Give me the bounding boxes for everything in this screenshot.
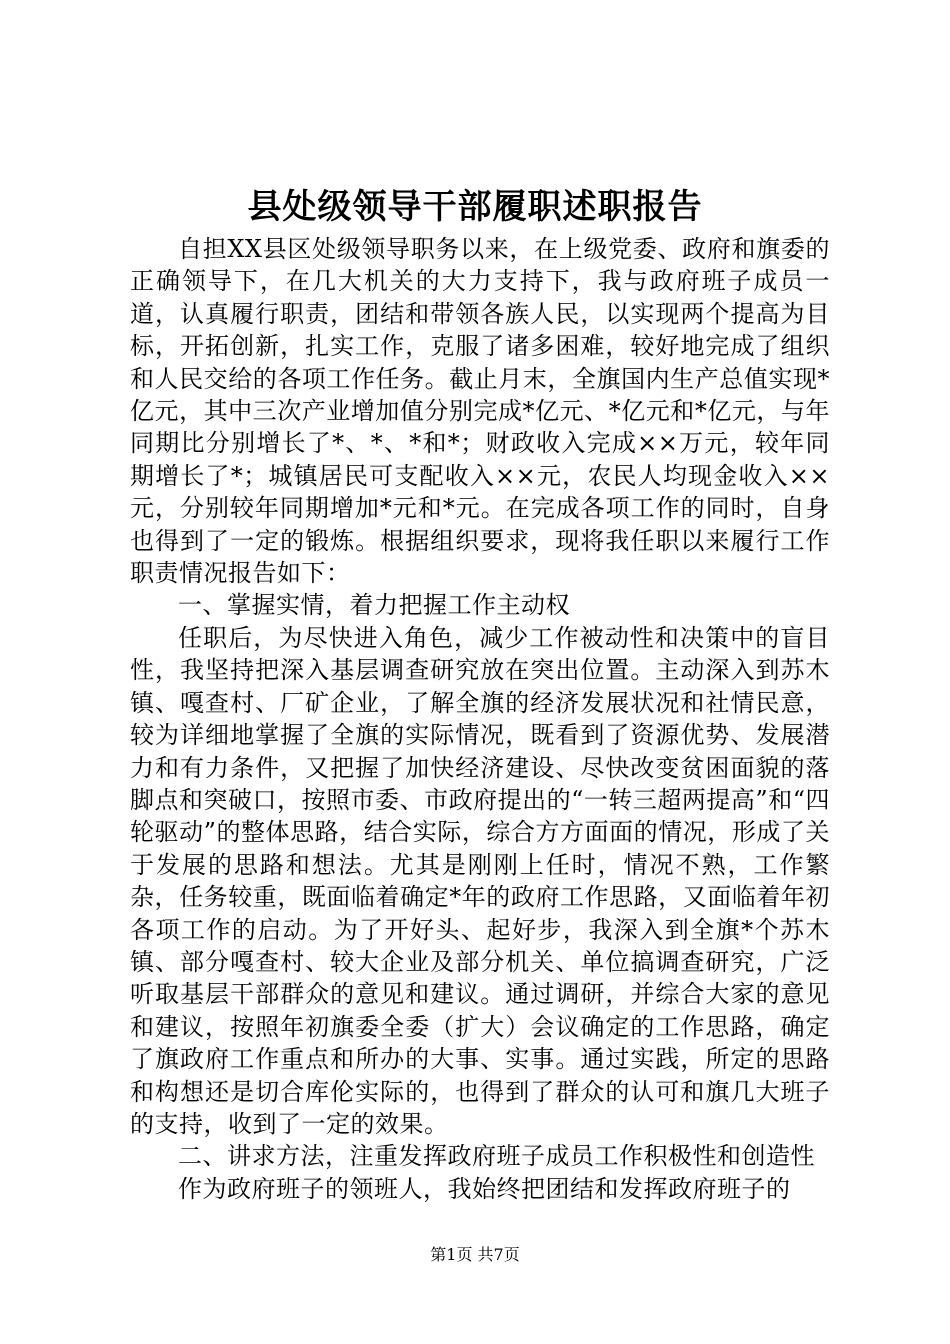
page-footer: 第1页 共7页 <box>430 1245 520 1264</box>
section-1-paragraph: 任职后，为尽快进入角色，减少工作被动性和决策中的盲目性，我坚持把深入基层调查研究放在突出位置。主动深入到苏木镇、嘎查村、厂矿企业，了解全旗的经济发展状况和社情民意，较为详细地掌握了全旗的实际情况，既看到了资源优势、发展潜力和有力条件，又把握了加快经济建设、尽快改变贫困面貌的落脚点和突破口，按照市委、市政府提出的“一转三超两提高”和“四轮驱动”的整体思路，结合实际，综合方方面面的情况，形成了关于发展的思路和想法。尤其是刚刚上任时，情况不熟，工作繁杂，任务较重，既面临着确定*年的政府工作思路，又面临着年初各项工作的启动。为了开好头、起好步，我深入到全旗*个苏木镇、部分嘎查村、较大企业及部分机关、单位搞调查研究，广泛听取基层干部群众的意见和建议。通过调研，并综合大家的意见和建议，按照年初旗委全委（扩大）会议确定的工作思路，确定了旗政府工作重点和所办的大事、实事。通过实践，所定的思路和构想还是切合库伦实际的，也得到了群众的认可和旗几大班子的支持，收到了一定的效果。 <box>130 623 830 1138</box>
section-heading-1: 一、掌握实情，着力把握工作主动权 <box>178 591 570 620</box>
document-body <box>130 233 830 1205</box>
section-heading-2: 二、讲求方法，注重发挥政府班子成员工作积极性和创造性 <box>178 1142 815 1171</box>
intro-paragraph: 自担XX县区处级领导职务以来，在上级党委、政府和旗委的正确领导下，在几大机关的大力支持下，我与政府班子成员一道，认真履行职责，团结和带领各族人民，以实现两个提高为目标，开拓创新，扎实工作，克服了诸多困难，较好地完成了组织和人民交给的各项工作任务。截止月末，全旗国内生产总值实现*亿元，其中三次产业增加值分别完成*亿元、*亿元和*亿元，与年同期比分别增长了*、*、*和*；财政收入完成××万元，较年同期增长了*；城镇居民可支配收入××元，农民人均现金收入××元，分别较年同期增加*元和*元。在完成各项工作的同时，自身也得到了一定的锻炼。根据组织要求，现将我任职以来履行工作职责情况报告如下： <box>130 235 830 588</box>
document-title: 县处级领导干部履职述职报告 <box>247 187 703 227</box>
section-2-paragraph: 作为政府班子的领班人，我始终把团结和发挥政府班子的 <box>178 1174 791 1203</box>
